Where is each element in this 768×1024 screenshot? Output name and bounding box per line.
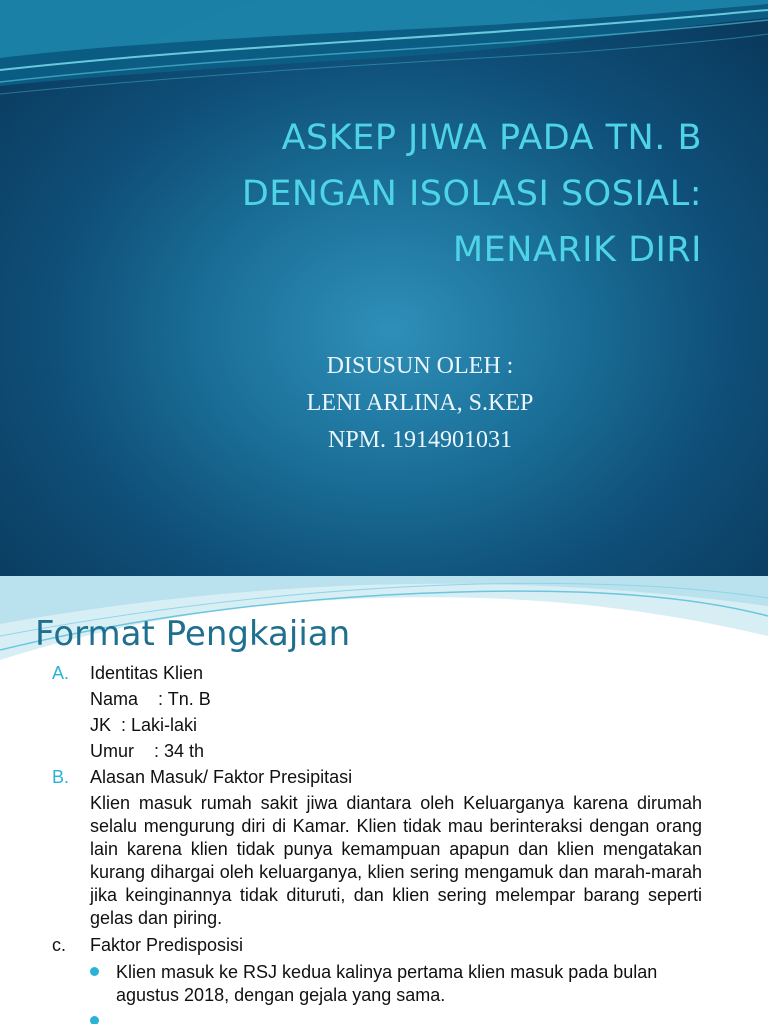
list-item-cutoff bbox=[0, 1010, 702, 1024]
field-row bbox=[0, 686, 768, 712]
slide-title bbox=[142, 110, 702, 278]
slide-content bbox=[0, 660, 768, 1024]
author-line-3: NPM. 1914901031 bbox=[327, 427, 513, 453]
section-a-heading: Identitas Klien bbox=[90, 663, 204, 683]
title-line-1: ASKEP JIWA PADA TN. B bbox=[281, 118, 702, 158]
bullet-text: Klien masuk ke RSJ kedua kalinya pertama klien masuk pada bulan agustus 2018, dengan gejala yang sama. bbox=[116, 962, 658, 1005]
section-c-heading-row bbox=[0, 932, 768, 958]
field-nama: Nama : Tn. B bbox=[90, 689, 211, 709]
field-umur: Umur : 34 th bbox=[90, 741, 205, 761]
author-line-2: LENI ARLINA, S.KEP bbox=[306, 390, 534, 416]
slide-title: Format Pengkajian bbox=[35, 614, 351, 654]
list-item bbox=[0, 961, 702, 1007]
author-block bbox=[0, 348, 768, 459]
section-b-marker: B. bbox=[52, 767, 70, 787]
field-row bbox=[0, 738, 768, 764]
title-line-2: DENGAN ISOLASI SOSIAL: bbox=[241, 174, 702, 214]
field-row bbox=[0, 712, 768, 738]
title-line-3: MENARIK DIRI bbox=[452, 230, 702, 270]
section-a-heading-row bbox=[0, 660, 768, 686]
author-line-1: DISUSUN OLEH : bbox=[326, 353, 514, 379]
section-a-marker: A. bbox=[52, 663, 70, 683]
field-jk: JK : Laki-laki bbox=[90, 715, 198, 735]
section-b-heading: Alasan Masuk/ Faktor Presipitasi bbox=[90, 767, 353, 787]
section-c-marker: c. bbox=[52, 935, 67, 955]
top-wave-decoration bbox=[0, 0, 768, 110]
content-slide bbox=[0, 576, 768, 1024]
bullet-dot-icon bbox=[90, 1016, 99, 1024]
section-b-paragraph: Klien masuk rumah sakit jiwa diantara oleh Keluarganya karena dirumah selalu mengurung diri di Kamar. Klien tidak mau berinteraksi dengan orang lain karena klien tidak punya kemampuan apapun dan klien mengatakan kurang dihargai oleh keluarganya, klien sering mengamuk dan marah-marah jika keinginannya tidak dituruti, dan klien sering melempar barang seperti gelas dan piring. bbox=[90, 793, 702, 928]
section-b-heading-row bbox=[0, 764, 768, 790]
section-c-heading: Faktor Predisposisi bbox=[90, 935, 244, 955]
bullet-dot-icon bbox=[90, 967, 99, 976]
